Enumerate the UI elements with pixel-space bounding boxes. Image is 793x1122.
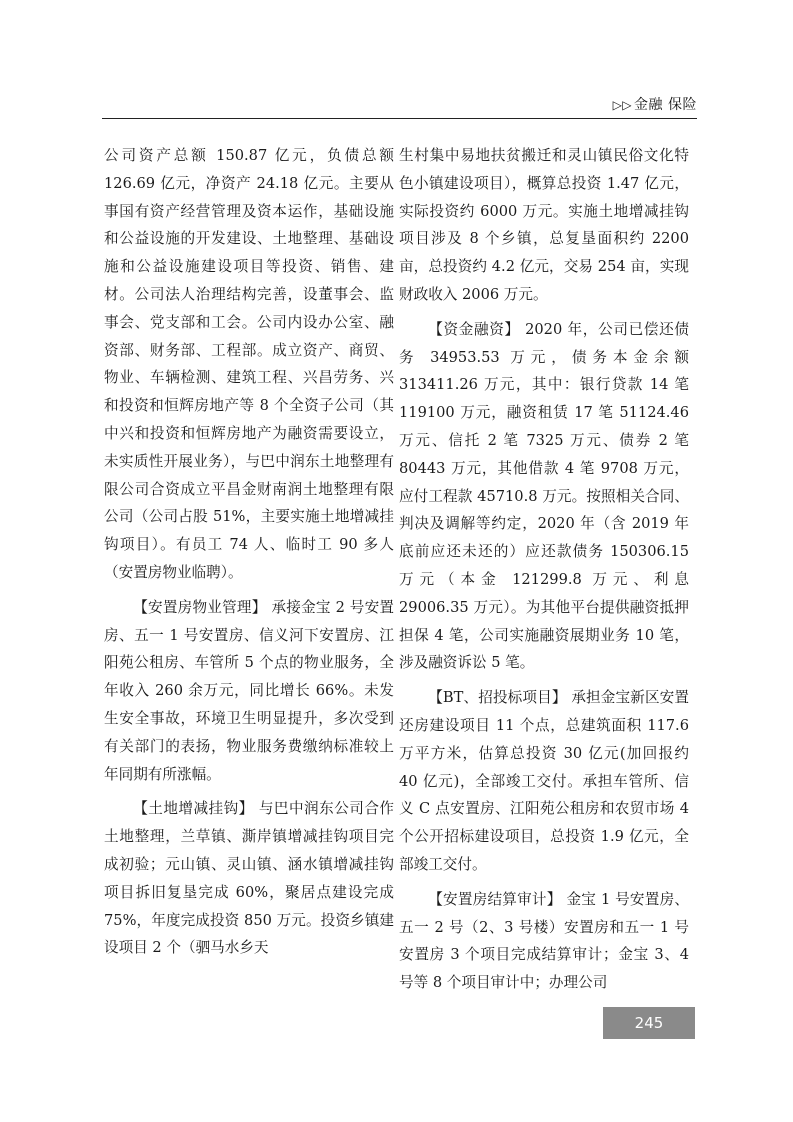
paragraph-company-overview: 公司资产总额 150.87 亿元，负债总额 126.69 亿元，净资产 24.18 亿元。主要从事国有资产经营管理及资本运作，基础设施和公益设施的开发建设、土地整理、基础设施和公益设施建设项目等投资、销售、建材。公司法人治理结构完善，设董事会、监事会、党支部和工会。公司内设办公室、融资部、财务部、工程部。成立资产、商贸、物业、车辆检测、建筑工程、兴昌劳务、兴和投资和恒辉房地产等 8 个全资子公司（其中兴和投资和恒辉房地产为融资需要设立，未实质性开展业务），与巴中润东土地整理有限公司合资成立平昌金财南润土地整理有限公司（公司占股 51%，主要实施土地增减挂钩项目）。有员工 74 人、临时工 90 多人（安置房物业临聘）。 (104, 147, 394, 581)
paragraph-land-linkage: 【土地增减挂钩】 与巴中润东公司合作土地整理，兰草镇、澌岸镇增减挂钩项目完成初验；元山镇、灵山镇、涵水镇增减挂钩项目拆旧复垦完成 60%，聚居点建设完成 75%，年度完成投资 850 万元。投资乡镇建设项目 2 个（驷马水乡天 (104, 800, 394, 957)
page-header (0, 0, 793, 120)
paragraph-financing: 【资金融资】 2020 年，公司已偿还债务 34953.53 万元，债务本金余额 313411.26 万元，其中：银行贷款 14 笔 119100 万元，融资租赁 17 笔 51124.46 万元、信托 2 笔 7325 万元、债券 2 笔 80443 万元，其他借款 4 笔 9708 万元，应付工程款 45710.8 万元。按照相关合同、判决及调解等约定，2020 年（含 2019 年底前应还未还的）应还款债务 150306.15 万元（本金 121299.8 万元、利息 29006.35 万元）。为其他平台提供融资抵押担保 4 笔，公司实施融资展期业务 10 笔，涉及融资诉讼 5 笔。 (399, 320, 689, 672)
paragraph-resettlement-property: 【安置房物业管理】 承接金宝 2 号安置房、五一 1 号安置房、信义河下安置房、江阳苑公租房、车管所 5 个点的物业服务，全年收入 260 余万元，同比增长 66%。未发生安全事故，环境卫生明显提升，多次受到有关部门的表扬，物业服务费缴纳标准较上年同期有所涨幅。 (104, 598, 394, 783)
double-arrow-icon: ▷▷ (612, 98, 633, 112)
paragraph-bt-bidding: 【BT、招投标项目】 承担金宝新区安置还房建设项目 11 个点，总建筑面积 117.6 万平方米，估算总投资 30 亿元(加回报约 40 亿元)，全部竣工交付。承担车管所、信义 C 点安置房、江阳苑公租房和农贸市场 4 个公开招标建设项目，总投资 1.9 亿元，全部竣工交付。 (399, 689, 689, 873)
paragraph-settlement-audit: 【安置房结算审计】 金宝 1 号安置房、五一 2 号（2、3 号楼）安置房和五一 1 号安置房 3 个项目完成结算审计；金宝 3、4 号等 8 个项目审计中；办理公司 (399, 890, 689, 992)
right-column (399, 142, 689, 1004)
header-divider (102, 118, 697, 119)
paragraph-land-linkage-continued: 生村集中易地扶贫搬迁和灵山镇民俗文化特色小镇建设项目），概算总投资 1.47 亿元，实际投资约 6000 万元。实施土地增减挂钩项目涉及 8 个乡镇，总复垦面积约 2200 亩，总投资约 4.2 亿元，交易 254 亩，实现财政收入 2006 万元。 (399, 147, 689, 303)
left-column (104, 142, 394, 969)
page-number: 245 (603, 1007, 695, 1039)
section-title (613, 94, 697, 114)
section-title-text: 金融 保险 (634, 97, 697, 113)
